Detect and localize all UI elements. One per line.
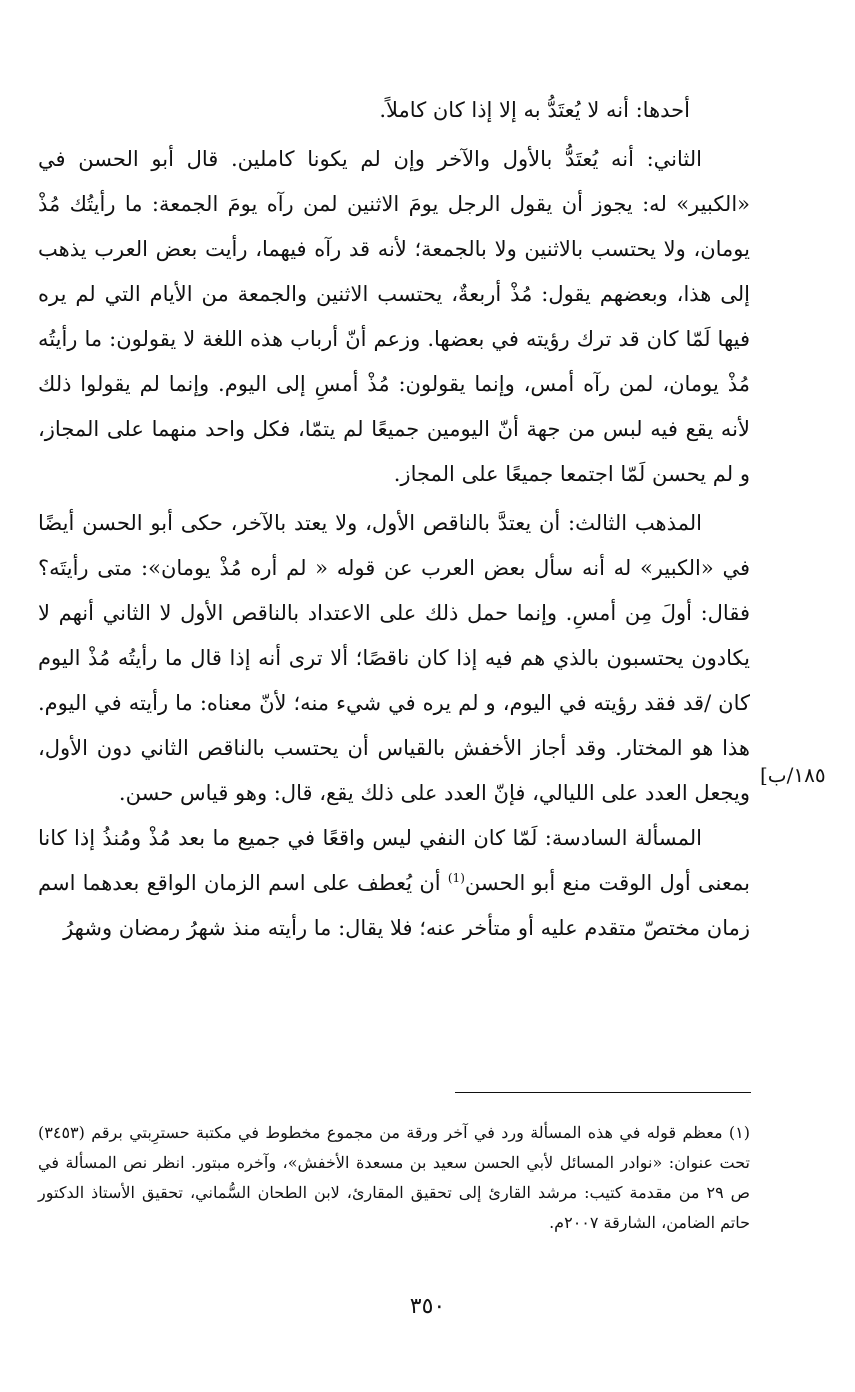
paragraph-4-start: المسألة السادسة: لَمّا كان النفي ليس واقعًا في جميع ما بعد مُذْ ومُنذُ إذا كانا بمعنى أول الوقت منع أبو الحسن [38, 826, 750, 895]
manuscript-folio-marker: ١٨٥/ب] [760, 763, 826, 787]
paragraph-4 [38, 816, 750, 951]
footnote-reference[interactable]: (1) [447, 871, 465, 885]
paragraph-2: الثاني: أنه يُعتَدُّ بالأول والآخر وإن لم يكونا كاملين. قال أبو الحسن في «الكبير» له: يجوز أن يقول الرجل يومَ الاثنين لمن رآه يومَ الجمعة: ما رأيتُك مُذْ يومان، ولا يحتسب بالاثنين ولا بالجمعة؛ لأنه قد رآه فيهما، رأيت بعض العرب يذهب إلى هذا، وبعضهم يقول: مُذْ أربعةٌ، يحتسب الاثنين والجمعة من الأيام التي لم يره فيها لَمّا كان قد ترك رؤيته في بعضها. وزعم أنّ أرباب هذه اللغة لا يقولون: ما رأيتُه مُذْ يومان، لمن رآه أمس، وإنما يقولون: مُذْ أمسِ إلى اليوم. وإنما لم يقولوا ذلك لأنه يقع فيه لبس من جهة أنّ اليومين جميعًا لم يتمّا، فكل واحد منهما على المجاز، و لم يحسن لَمّا اجتمعا جميعًا على المجاز. [38, 147, 750, 486]
footnote-separator [455, 1092, 751, 1093]
main-text [38, 88, 750, 951]
footnotes [38, 1118, 750, 1238]
paragraph-3: المذهب الثالث: أن يعتدَّ بالناقص الأول، ولا يعتد بالآخر، حكى أبو الحسن أيضًا في «الكبير» له أنه سأل بعض العرب عن قوله « لم أره مُذْ يومان»: متى رأيتَه؟ فقال: أولَ مِن أمسِ. وإنما حمل ذلك على الاعتداد بالناقص الأول لا الثاني أنهم لا يكادون يحتسبون بالذي هم فيه إذا كان ناقصًا؛ ألا ترى أنه إذا قال ما رأيتُه مُذْ اليوم كان /قد فقد رؤيته في اليوم، و لم يره في شيء منه؛ لأنّ معناه: ما رأيته في اليوم. هذا هو المختار. وقد أجاز الأخفش بالقياس أن يحتسب بالناقص الثاني دون الأول، ويجعل العدد على الليالي، فإنّ العدد على ذلك يقع، قال: وهو قياس حسن. [38, 511, 750, 805]
paragraph-4-end: أن يُعطف على اسم الزمان الواقع بعدهما اسم زمان مختصّ متقدم عليه أو متأخر عنه؛ فلا يقال: ما رأيته منذ شهرُ رمضان وشهرُ [38, 871, 750, 940]
page-number: ٣٥٠ [409, 1294, 446, 1319]
footnote-1: (١) معظم قوله في هذه المسألة ورد في آخر ورقة من مجموع مخطوط في مكتبة حسترِبتي برقم (٣٤٥٣) تحت عنوان: «نوادر المسائل لأبي الحسن سعيد بن مسعدة الأخفش»، وآخره مبتور. انظر نص المسألة في ص ٢٩ من مقدمة كتيب: مرشد القارئ إلى تحقيق المقارئ، لابن الطحان السُّماني، تحقيق الأستاذ الدكتور حاتم الضامن، الشارقة ٢٠٠٧م. [38, 1123, 750, 1232]
paragraph-1: أحدها: أنه لا يُعتَدُّ به إلا إذا كان كاملاً. [379, 98, 690, 122]
